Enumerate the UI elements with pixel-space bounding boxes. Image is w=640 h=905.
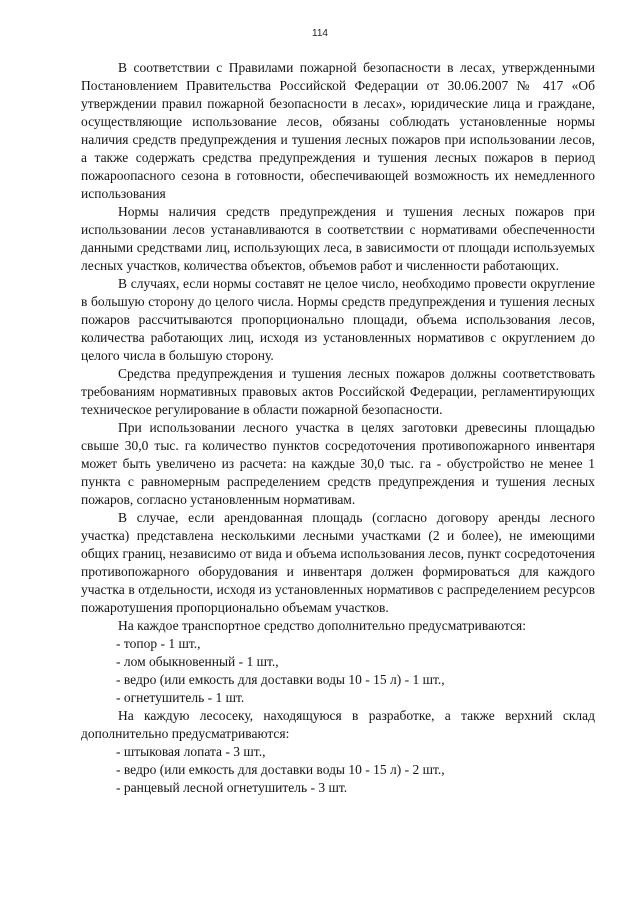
paragraph-fire-safety-rules: В соответствии с Правилами пожарной безопасности в лесах, утвержденными Постановлением Правительства Российской Федерации от 30.06.2007 № 417 «Об утверждении правил пожарной безопасности в лесах», юридические лица и граждане, осуществляющие использование лесов, обязаны соблюдать установленные нормы наличия средств предупреждения и тушения лесных пожаров при использовании лесов, а также содержать средства предупреждения и тушения лесных пожаров в период пожароопасного сезона в готовности, обеспечивающей возможность их немедленного использования (81, 60, 595, 201)
felling-intro: На каждую лесосеку, находящуюся в разработке, а также верхний склад дополнительно предусматриваются: (81, 708, 595, 741)
list-item: - штыковая лопата - 3 шт., (116, 744, 266, 759)
paragraph-norms: Нормы наличия средств предупреждения и тушения лесных пожаров при использовании лесов устанавливаются в соответствии с нормативами обеспеченности данными средствами лиц, использующих леса, в зависимости от площади используемых лесных участков, количества объектов, объемов работ и численности работающих. (81, 204, 595, 273)
list-item: - ранцевый лесной огнетушитель - 3 шт. (116, 780, 348, 795)
transport-intro: На каждое транспортное средство дополнительно предусматриваются: (118, 618, 527, 633)
list-item: - ведро (или емкость для доставки воды 10 - 15 л) - 1 шт., (116, 672, 445, 687)
paragraph-requirements: Средства предупреждения и тушения лесных пожаров должны соответствовать требованиям нормативных правовых актов Российской Федерации, регламентирующих техническое регулирование в области пожарной безопасности. (81, 366, 595, 417)
list-item: - лом обыкновенный - 1 шт., (116, 654, 279, 669)
paragraph-multiple-plots: В случае, если арендованная площадь (согласно договору аренды лесного участка) представлена несколькими лесными участками (2 и более), не имеющими общих границ, независимо от вида и объема использования лесов, пункт сосредоточения противопожарного оборудования и инвентаря должен формироваться для каждого участка в отдельности, исходя из установленных нормативов с распределением ресурсов пожаротушения пропорционально объемам участков. (81, 510, 595, 615)
page-number: 114 (312, 28, 328, 39)
paragraph-rounding: В случаях, если нормы составят не целое число, необходимо провести округление в большую сторону до целого числа. Нормы средств предупреждения и тушения лесных пожаров рассчитываются пропорционально площади, объема использования лесов, количества работающих лиц, исходя из установленных нормативов с округлением до целого числа в большую сторону. (81, 276, 595, 363)
list-item: - ведро (или емкость для доставки воды 10 - 15 л) - 2 шт., (116, 762, 445, 777)
list-item: - огнетушитель - 1 шт. (116, 690, 245, 705)
paragraph-large-area: При использовании лесного участка в целях заготовки древесины площадью свыше 30,0 тыс. га количество пунктов сосредоточения противопожарного инвентаря может быть увеличено из расчета: на каждые 30,0 тыс. га - обустройство не менее 1 пункта с равномерным распределением средств предупреждения и тушения лесных пожаров, согласно установленным нормативам. (81, 420, 595, 507)
list-item: - топор - 1 шт., (116, 636, 201, 651)
document-body (81, 59, 595, 797)
